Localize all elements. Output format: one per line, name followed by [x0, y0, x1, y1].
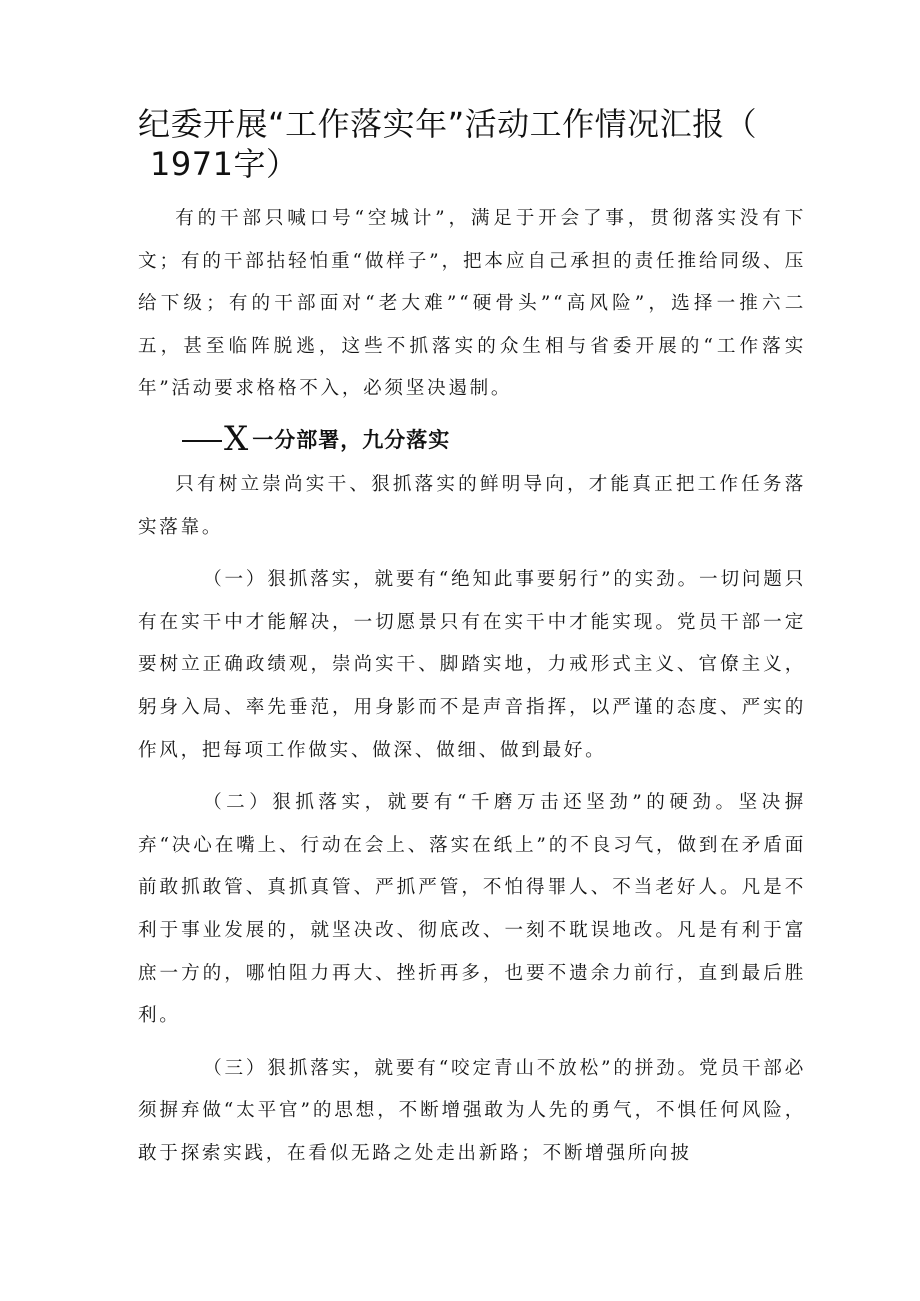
heading-mark: X [224, 418, 250, 459]
title-line-1: 纪委开展“工作落实年”活动工作情况汇报（ [138, 105, 758, 143]
document-title [138, 104, 806, 184]
point-paragraph-1: （一）狠抓落实，就要有“绝知此事要躬行”的实劲。一切问题只有在实干中才能解决，一切愿景只有在实干中才能实现。党员干部一定要树立正确政绩观，崇尚实干、脚踏实地，力戒形式主义、官僚主义，躬身入局、率先垂范，用身影而不是声音指挥，以严谨的态度、严实的作风，把每项工作做实、做深、做细、做到最好。 [138, 569, 806, 761]
heading-dash [182, 440, 222, 442]
heading-text: 一分部署，九分落实 [252, 427, 451, 452]
section-heading [138, 417, 806, 462]
point-paragraph-2: （二）狠抓落实，就要有“千磨万击还坚劲”的硬劲。坚决摒弃“决心在嘴上、行动在会上、落实在纸上”的不良习气，做到在矛盾面前敢抓敢管、真抓真管、严抓严管，不怕得罪人、不当老好人。凡是不利于事业发展的，就坚决改、彻底改、一刻不耽误地改。凡是有利于富庶一方的，哪怕阻力再大、挫折再多，也要不遗余力前行，直到最后胜利。 [138, 792, 806, 1027]
title-line-2: 1971字） [150, 145, 299, 183]
section-lead-paragraph: 只有树立崇尚实干、狠抓落实的鲜明导向，才能真正把工作任务落实落靠。 [138, 473, 806, 538]
point-paragraph-3: （三）狠抓落实，就要有“咬定青山不放松”的拼劲。党员干部必须摒弃做“太平官”的思想，不断增强敢为人先的勇气，不惧任何风险，敢于探索实践，在看似无路之处走出新路；不断增强所向披 [138, 1057, 806, 1164]
intro-paragraph: 有的干部只喊口号“空城计”，满足于开会了事，贯彻落实没有下文；有的干部拈轻怕重“做样子”，把本应自己承担的责任推给同级、压给下级；有的干部面对“老大难”“硬骨头”“高风险”，选择一推六二五，甚至临阵脱逃，这些不抓落实的众生相与省委开展的“工作落实年”活动要求格格不入，必须坚决遏制。 [138, 208, 806, 400]
